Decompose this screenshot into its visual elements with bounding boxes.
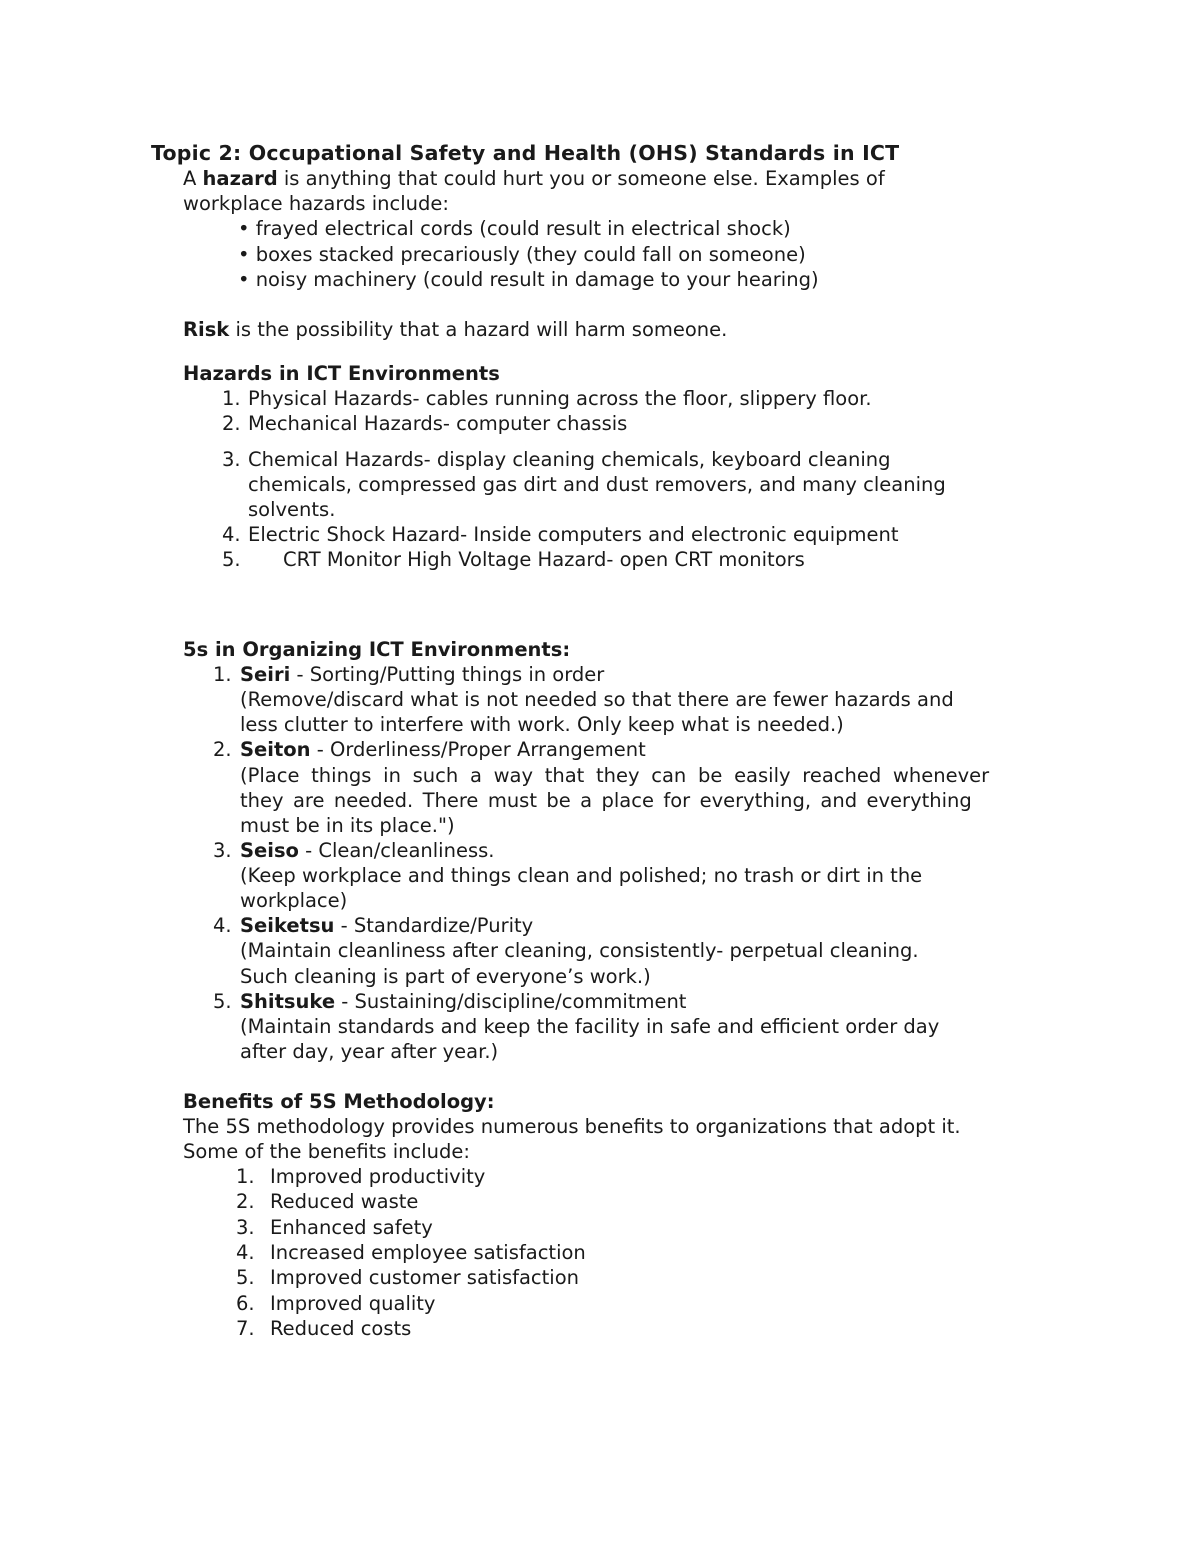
five-s-description: Such cleaning is part of everyone’s work.) (240, 965, 651, 988)
hazard-term: hazard (202, 167, 278, 190)
five-s-description: (Keep workplace and things clean and polished; no trash or dirt in the (240, 864, 923, 887)
benefits-intro: The 5S methodology provides numerous benefits to organizations that adopt it. (183, 1115, 961, 1138)
hazard-example: • noisy machinery (could result in damage to your hearing) (238, 268, 819, 291)
benefit-item: Enhanced safety (270, 1216, 433, 1239)
hazard-definition-text: is anything that could hurt you or someone else. Examples of (277, 167, 885, 190)
five-s-item-shitsuke (240, 990, 686, 1014)
hazard-definition-line-2: workplace hazards include: (183, 192, 449, 215)
five-s-description: (Maintain standards and keep the facility in safe and efficient order day (240, 1015, 940, 1038)
benefit-number: 3. (236, 1216, 255, 1239)
benefits-intro: Some of the benefits include: (183, 1140, 470, 1163)
five-s-item-seiton (240, 738, 646, 762)
benefit-item: Increased employee satisfaction (270, 1241, 586, 1264)
page-title: Topic 2: Occupational Safety and Health (OHS) Standards in ICT (151, 141, 900, 165)
benefit-number: 1. (236, 1165, 255, 1188)
five-s-number: 2. (213, 738, 232, 761)
hazard-list-item: Physical Hazards- cables running across the floor, slippery floor. (248, 387, 872, 410)
hazard-example: • frayed electrical cords (could result in electrical shock) (238, 217, 791, 240)
benefits-heading: Benefits of 5S Methodology: (183, 1090, 495, 1113)
five-s-item-seiso (240, 839, 494, 863)
five-s-meaning: - Orderliness/Proper Arrangement (310, 738, 646, 761)
benefit-item: Reduced costs (270, 1317, 412, 1340)
benefit-item: Improved productivity (270, 1165, 486, 1188)
five-s-description: they are needed. There must be a place for everything, and everything (240, 789, 972, 812)
five-s-description: (Place things in such a way that they can be easily reached whenever (240, 764, 990, 787)
benefit-number: 5. (236, 1266, 255, 1289)
five-s-description: less clutter to interfere with work. Only keep what is needed.) (240, 713, 844, 736)
benefit-item: Improved customer satisfaction (270, 1266, 580, 1289)
hazard-list-item-continued: chemicals, compressed gas dirt and dust removers, and many cleaning (248, 473, 946, 496)
five-s-number: 5. (213, 990, 232, 1013)
hazard-prefix: A (183, 167, 203, 190)
five-s-number: 1. (213, 663, 232, 686)
hazards-ict-heading: Hazards in ICT Environments (183, 362, 500, 385)
hazard-list-number: 5. (222, 548, 241, 571)
risk-term: Risk (183, 318, 230, 341)
five-s-description: (Maintain cleanliness after cleaning, consistently- perpetual cleaning. (240, 939, 919, 962)
risk-definition (183, 318, 727, 342)
five-s-term: Seiri (240, 663, 291, 686)
hazard-list-item: CRT Monitor High Voltage Hazard- open CRT monitors (283, 548, 805, 571)
hazard-list-item: Electric Shock Hazard- Inside computers and electronic equipment (248, 523, 899, 546)
hazard-list-item: Mechanical Hazards- computer chassis (248, 412, 628, 435)
five-s-description: (Remove/discard what is not needed so that there are fewer hazards and (240, 688, 954, 711)
five-s-meaning: - Standardize/Purity (334, 914, 534, 937)
hazard-example: • boxes stacked precariously (they could fall on someone) (238, 243, 806, 266)
hazard-list-number: 3. (222, 448, 241, 471)
benefit-number: 6. (236, 1292, 255, 1315)
five-s-description: must be in its place.") (240, 814, 455, 837)
five-s-heading: 5s in Organizing ICT Environments: (183, 638, 571, 661)
benefit-number: 4. (236, 1241, 255, 1264)
hazard-list-item-continued: solvents. (248, 498, 336, 521)
hazard-list-number: 4. (222, 523, 241, 546)
five-s-term: Seiton (240, 738, 311, 761)
hazard-list-item: Chemical Hazards- display cleaning chemicals, keyboard cleaning (248, 448, 891, 471)
hazard-definition-line-1 (183, 167, 885, 191)
five-s-item-seiri (240, 663, 604, 687)
benefit-item: Reduced waste (270, 1190, 419, 1213)
benefit-item: Improved quality (270, 1292, 436, 1315)
five-s-number: 4. (213, 914, 232, 937)
five-s-meaning: - Sustaining/discipline/commitment (335, 990, 687, 1013)
risk-definition-text: is the possibility that a hazard will harm someone. (229, 318, 728, 341)
five-s-term: Seiso (240, 839, 299, 862)
five-s-number: 3. (213, 839, 232, 862)
five-s-meaning: - Clean/cleanliness. (298, 839, 495, 862)
five-s-item-seiketsu (240, 914, 533, 938)
benefit-number: 2. (236, 1190, 255, 1213)
hazard-list-number: 2. (222, 412, 241, 435)
five-s-term: Shitsuke (240, 990, 336, 1013)
benefit-number: 7. (236, 1317, 255, 1340)
hazard-list-number: 1. (222, 387, 241, 410)
five-s-description: after day, year after year.) (240, 1040, 499, 1063)
five-s-description: workplace) (240, 889, 348, 912)
five-s-meaning: - Sorting/Putting things in order (290, 663, 605, 686)
five-s-term: Seiketsu (240, 914, 335, 937)
